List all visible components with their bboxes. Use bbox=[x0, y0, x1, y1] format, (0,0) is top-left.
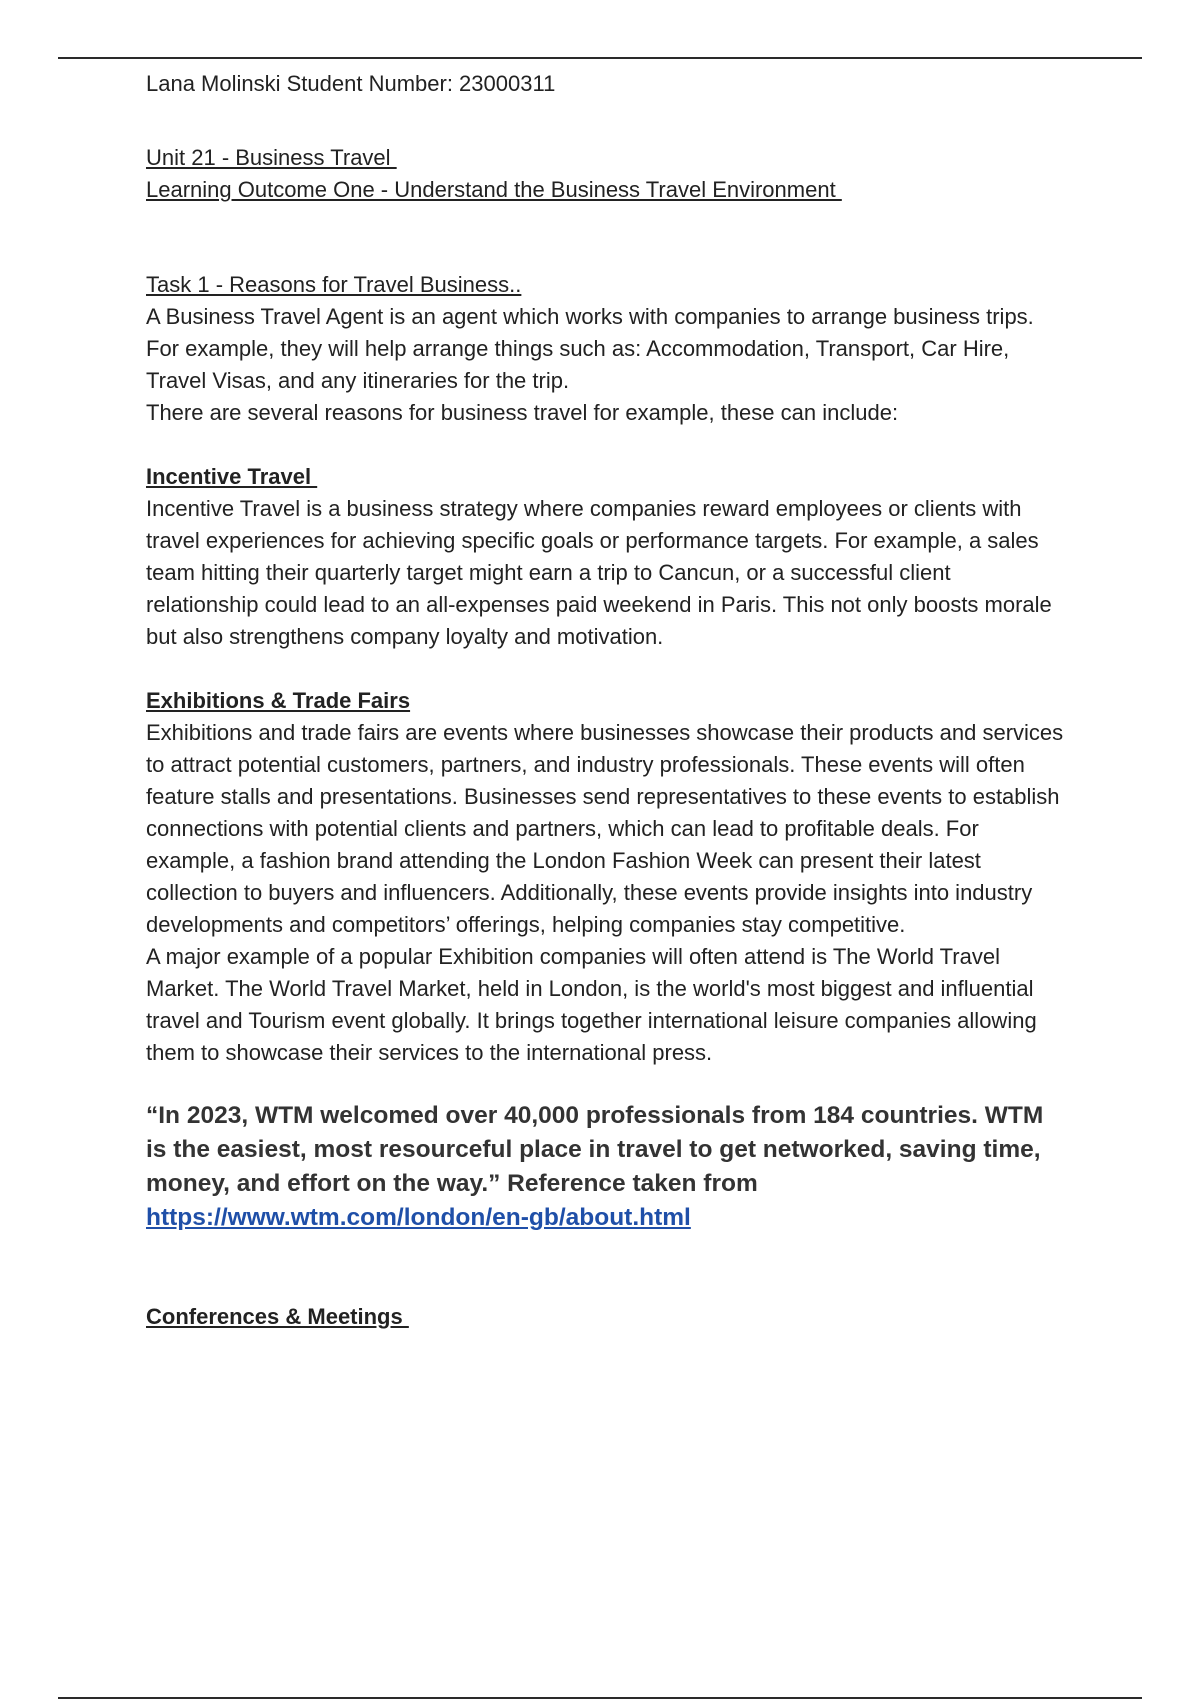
bottom-page-rule bbox=[58, 1697, 1142, 1699]
author-line: Lana Molinski Student Number: 23000311 bbox=[146, 71, 556, 96]
wtm-reference-link[interactable]: https://www.wtm.com/london/en-gb/about.html bbox=[146, 1204, 691, 1231]
task-title: Task 1 - Reasons for Travel Business.. bbox=[146, 272, 522, 297]
document-body bbox=[146, 68, 1066, 1333]
wtm-quote-text: “In 2023, WTM welcomed over 40,000 professionals from 184 countries. WTM is the easiest, most resourceful place in travel to get networked, saving time, money, and effort on the way.” Reference taken from bbox=[146, 1102, 1044, 1197]
learning-outcome-title: Learning Outcome One - Understand the Business Travel Environment bbox=[146, 177, 842, 202]
top-page-rule bbox=[58, 57, 1142, 59]
incentive-travel-heading: Incentive Travel bbox=[146, 464, 318, 489]
unit-title: Unit 21 - Business Travel bbox=[146, 145, 397, 170]
agent-paragraph: A Business Travel Agent is an agent which works with companies to arrange business trips. For example, they will help arrange things such as: Accommodation, Transport, Car Hire, Travel Visas, and any itineraries for the trip. bbox=[146, 304, 1034, 393]
exhibitions-heading: Exhibitions & Trade Fairs bbox=[146, 688, 411, 713]
incentive-travel-paragraph: Incentive Travel is a business strategy where companies reward employees or clients with travel experiences for achieving specific goals or performance targets. For example, a sales team hitting their quarterly target might earn a trip to Cancun, or a successful client relationship could lead to an all-expenses paid weekend in Paris. This not only boosts morale but also strengthens company loyalty and motivation. bbox=[146, 496, 1052, 649]
conferences-heading: Conferences & Meetings bbox=[146, 1304, 409, 1329]
wtm-quote bbox=[146, 1099, 1066, 1235]
reasons-paragraph: There are several reasons for business travel for example, these can include: bbox=[146, 400, 899, 425]
wtm-paragraph: A major example of a popular Exhibition companies will often attend is The World Travel Market. The World Travel Market, held in London, is the world's most biggest and influential travel and Tourism event globally. It brings together international leisure companies allowing them to showcase their services to the international press. bbox=[146, 944, 1037, 1065]
exhibitions-paragraph: Exhibitions and trade fairs are events where businesses showcase their products and services to attract potential customers, partners, and industry professionals. These events will often feature stalls and presentations. Businesses send representatives to these events to establish connections with potential clients and partners, which can lead to profitable deals. For example, a fashion brand attending the London Fashion Week can present their latest collection to buyers and influencers. Additionally, these events provide insights into industry developments and competitors’ offerings, helping companies stay competitive. bbox=[146, 720, 1064, 937]
